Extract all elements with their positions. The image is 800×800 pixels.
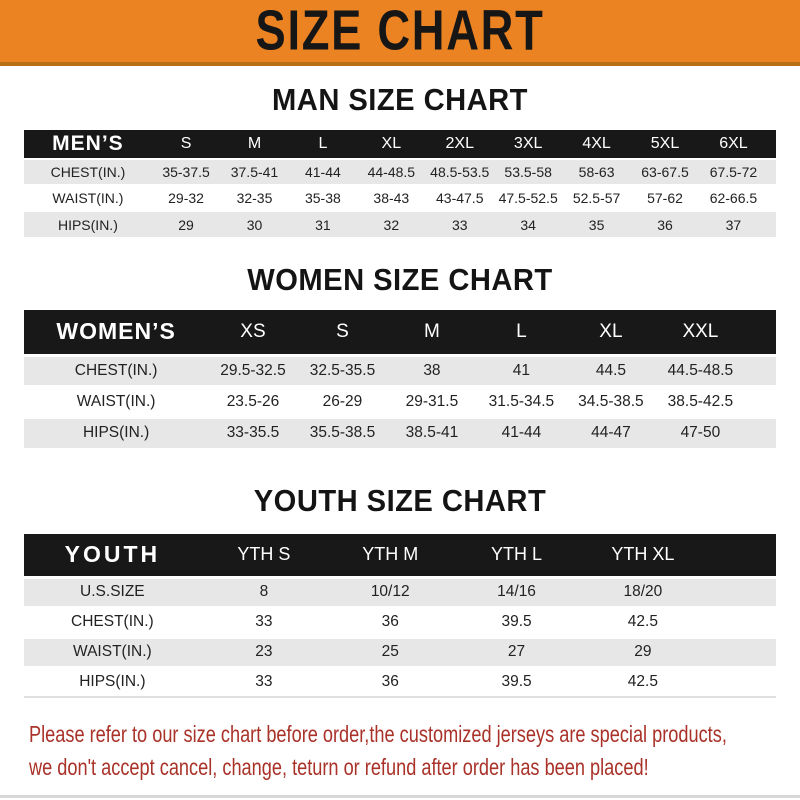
table-cell: 42.5 xyxy=(627,613,658,630)
column-header: 2XL xyxy=(445,135,474,152)
table-row xyxy=(24,185,776,211)
column-header: XXL xyxy=(682,320,719,342)
table-cell: 37 xyxy=(725,216,742,233)
row-label: CHEST(IN.) xyxy=(71,613,154,630)
row-label: U.S.SIZE xyxy=(80,583,145,600)
table-cell: 34 xyxy=(520,216,536,233)
row-label: WAIST(IN.) xyxy=(76,392,156,410)
table-header-row xyxy=(24,130,776,159)
filler-cell xyxy=(768,130,776,159)
column-header: L xyxy=(516,320,527,342)
table-row xyxy=(24,355,776,386)
table-cell: 67.5-72 xyxy=(709,164,758,180)
table-header-row xyxy=(24,534,776,577)
table-cell: 31.5-34.5 xyxy=(488,392,555,410)
column-header: L xyxy=(318,135,328,152)
column-header: YTH XL xyxy=(611,544,675,565)
women-size-table xyxy=(24,310,776,448)
table-cell: 35-38 xyxy=(304,190,341,206)
table-cell: 52.5-57 xyxy=(572,190,621,206)
women-section-heading: WOMEN SIZE CHART xyxy=(247,262,553,297)
footer-notice xyxy=(0,718,800,784)
notice-line-2: we don't accept cancel, change, teturn or refund after order has been placed! xyxy=(29,754,649,780)
table-cell: 33 xyxy=(255,673,273,691)
table-cell: 38.5-42.5 xyxy=(667,392,734,410)
banner xyxy=(0,0,800,66)
row-label: WAIST(IN.) xyxy=(73,643,152,660)
column-header: 4XL xyxy=(582,135,611,152)
column-header: XL xyxy=(599,320,623,342)
table-cell: 41-44 xyxy=(501,424,542,442)
column-header: 5XL xyxy=(650,135,680,152)
table-cell: 29-32 xyxy=(168,190,204,206)
row-label: HIPS(IN.) xyxy=(79,673,146,691)
table-cell: 57-62 xyxy=(647,190,683,206)
table-cell: 62-66.5 xyxy=(709,190,758,206)
table-cell: 23.5-26 xyxy=(226,392,280,410)
table-cell: 41 xyxy=(512,361,531,379)
table-cell: 38 xyxy=(423,361,441,379)
table-cell: 25 xyxy=(381,643,399,660)
table-cell: 26-29 xyxy=(322,392,363,410)
table-cell: 35-37.5 xyxy=(162,164,210,180)
table-cell: 32.5-35.5 xyxy=(309,361,376,379)
column-header: M xyxy=(247,135,262,152)
filler-cell xyxy=(706,534,776,577)
column-header: M xyxy=(424,320,440,342)
table-cell: 27 xyxy=(507,643,526,660)
column-header: YTH M xyxy=(362,544,419,565)
filler-cell xyxy=(768,185,776,211)
column-header: YTH L xyxy=(491,544,543,565)
table-cell: 42.5 xyxy=(627,673,658,691)
bottom-divider xyxy=(0,795,800,798)
table-header-label: YOUTH xyxy=(64,541,161,568)
table-cell: 29-31.5 xyxy=(405,392,459,410)
filler-cell xyxy=(745,310,776,355)
table-cell: 33 xyxy=(255,613,273,630)
table-cell: 36 xyxy=(381,673,399,691)
table-row xyxy=(24,159,776,185)
row-label: CHEST(IN.) xyxy=(74,361,158,379)
table-cell: 47.5-52.5 xyxy=(498,190,558,206)
table-cell: 32 xyxy=(383,216,400,233)
filler-cell xyxy=(768,159,776,185)
youth-size-table xyxy=(24,534,776,698)
table-cell: 39.5 xyxy=(501,673,532,691)
table-cell: 10/12 xyxy=(370,583,410,600)
banner-title: SIZE CHART xyxy=(255,0,545,63)
filler-cell xyxy=(745,386,776,417)
section-women xyxy=(0,263,800,448)
table-row xyxy=(24,637,776,667)
column-header: S xyxy=(180,135,192,152)
filler-cell xyxy=(706,667,776,697)
notice-line-1: Please refer to our size chart before order,the customized jerseys are special products, xyxy=(29,721,727,747)
table-cell: 35.5-38.5 xyxy=(309,424,376,442)
table-header-row xyxy=(24,310,776,355)
table-header-label: WOMEN’S xyxy=(56,318,176,345)
filler-cell xyxy=(706,607,776,637)
table-cell: 39.5 xyxy=(501,613,532,630)
table-cell: 23 xyxy=(255,643,273,660)
table-cell: 44.5-48.5 xyxy=(667,361,734,379)
column-header: XL xyxy=(381,135,402,152)
column-header: S xyxy=(336,320,349,342)
table-row xyxy=(24,667,776,697)
table-cell: 29 xyxy=(634,643,652,660)
table-row xyxy=(24,211,776,237)
table-cell: 44-47 xyxy=(591,424,631,442)
men-section-heading: MAN SIZE CHART xyxy=(272,82,528,117)
table-cell: 33 xyxy=(451,216,468,233)
table-cell: 44-48.5 xyxy=(367,164,416,180)
column-header: XS xyxy=(240,320,266,342)
filler-cell xyxy=(706,577,776,607)
table-cell: 14/16 xyxy=(497,583,536,600)
table-cell: 30 xyxy=(246,216,263,233)
table-cell: 48.5-53.5 xyxy=(430,164,490,180)
table-cell: 47-50 xyxy=(680,424,721,442)
table-row xyxy=(24,386,776,417)
table-cell: 35 xyxy=(588,216,605,233)
section-men xyxy=(0,83,800,237)
youth-section-heading: YOUTH SIZE CHART xyxy=(253,483,547,518)
filler-cell xyxy=(745,355,776,386)
table-cell: 8 xyxy=(259,583,269,600)
table-cell: 34.5-38.5 xyxy=(578,392,644,410)
table-cell: 37.5-41 xyxy=(230,164,279,180)
table-cell: 36 xyxy=(381,613,399,630)
row-label: CHEST(IN.) xyxy=(50,164,126,180)
filler-cell xyxy=(706,637,776,667)
table-cell: 43-47.5 xyxy=(436,190,484,206)
table-cell: 33-35.5 xyxy=(226,424,280,442)
table-row xyxy=(24,577,776,607)
column-header: 6XL xyxy=(719,135,748,152)
table-cell: 18/20 xyxy=(623,583,663,600)
table-cell: 41-44 xyxy=(304,164,341,180)
row-label: HIPS(IN.) xyxy=(82,424,150,442)
table-header-label: MEN’S xyxy=(52,132,124,155)
row-label: WAIST(IN.) xyxy=(52,190,124,206)
table-cell: 38-43 xyxy=(373,190,410,206)
table-cell: 38.5-41 xyxy=(405,424,459,442)
column-header: YTH S xyxy=(237,544,291,565)
filler-cell xyxy=(745,417,776,448)
table-cell: 31 xyxy=(315,216,331,233)
table-cell: 32-35 xyxy=(236,190,273,206)
section-youth xyxy=(0,484,800,698)
column-header: 3XL xyxy=(513,135,543,152)
table-cell: 53.5-58 xyxy=(504,164,552,180)
table-cell: 29.5-32.5 xyxy=(220,361,286,379)
table-cell: 58-63 xyxy=(578,164,615,180)
table-cell: 29 xyxy=(178,216,194,233)
filler-cell xyxy=(768,211,776,237)
row-label: HIPS(IN.) xyxy=(57,216,118,233)
table-cell: 63-67.5 xyxy=(641,164,689,180)
table-row xyxy=(24,417,776,448)
table-row xyxy=(24,607,776,637)
table-cell: 44.5 xyxy=(595,361,626,379)
table-cell: 36 xyxy=(657,216,673,233)
men-size-table xyxy=(24,130,776,237)
